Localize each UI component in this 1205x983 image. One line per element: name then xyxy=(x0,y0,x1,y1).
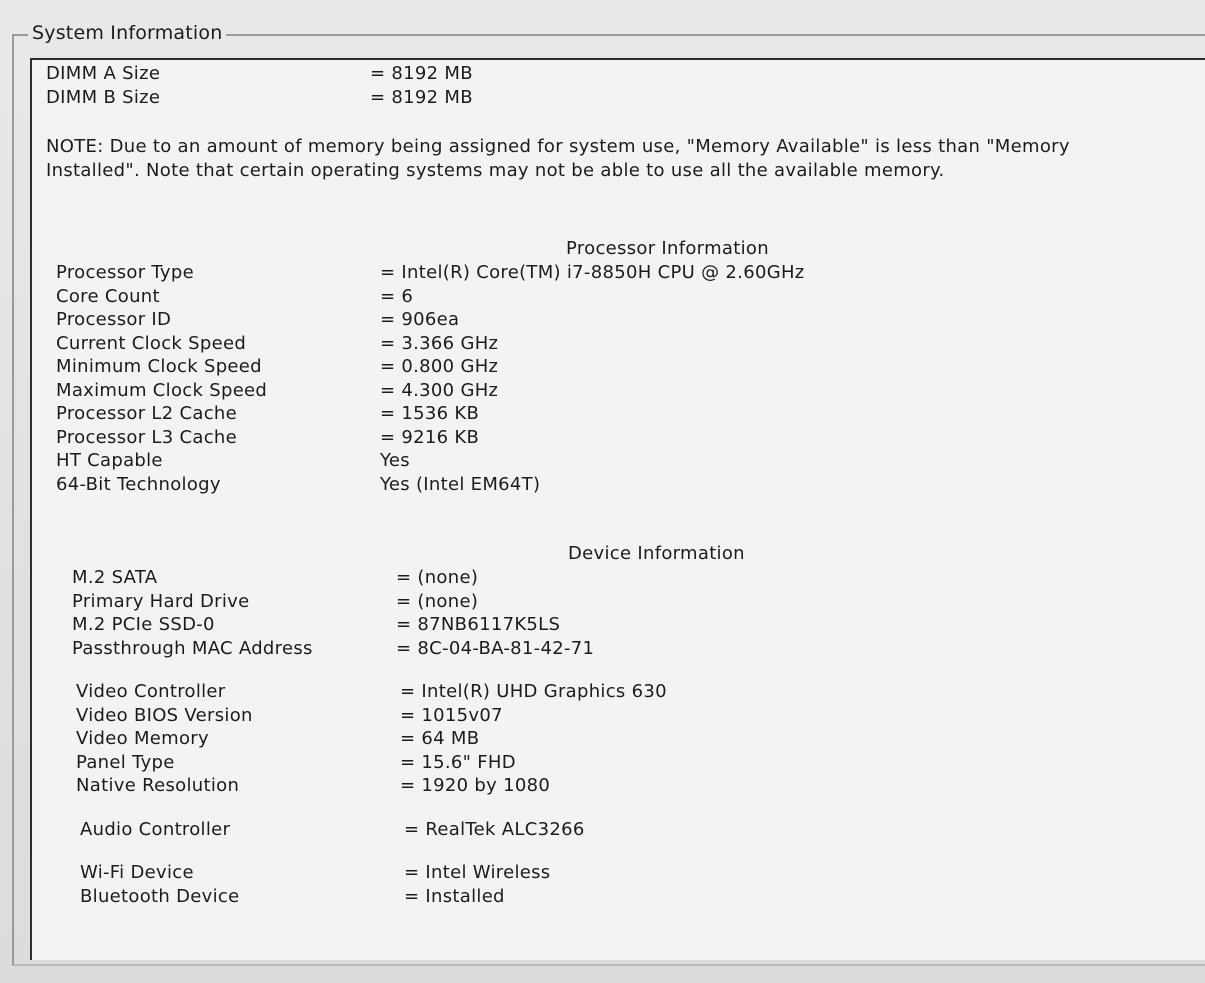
info-value: = 906ea xyxy=(380,309,460,330)
info-label: Video BIOS Version xyxy=(76,704,253,726)
info-value: = 64 MB xyxy=(400,728,480,749)
video-row xyxy=(76,751,1186,775)
processor-row xyxy=(56,308,1186,332)
info-label: Panel Type xyxy=(76,751,175,773)
info-label: DIMM B Size xyxy=(46,86,161,108)
video-row xyxy=(76,774,1186,798)
processor-row xyxy=(56,426,1186,450)
video-section xyxy=(46,680,1186,798)
memory-row xyxy=(46,62,1186,86)
info-value: = (none) xyxy=(396,567,479,588)
info-label: Wi-Fi Device xyxy=(80,862,194,883)
processor-row xyxy=(56,261,1186,285)
info-value: = 3.366 GHz xyxy=(380,332,499,354)
info-label: Maximum Clock Speed xyxy=(56,379,268,401)
memory-row xyxy=(46,86,1186,110)
processor-information-title: Processor Information xyxy=(566,238,769,259)
video-row xyxy=(76,704,1186,728)
info-value: = Intel(R) UHD Graphics 630 xyxy=(400,681,667,702)
wireless-row xyxy=(80,885,1186,909)
storage-row xyxy=(72,590,1186,614)
processor-row xyxy=(56,285,1186,309)
memory-note: NOTE: Due to an amount of memory being assigned for system use, "Memory Available" is less than "Memory Installed". Note that certain operating systems may not be able to use all the available memory. xyxy=(46,136,1070,181)
info-label: Processor L3 Cache xyxy=(56,426,237,448)
info-value: = 1015v07 xyxy=(400,704,503,726)
wireless-row xyxy=(80,861,1186,885)
storage-section xyxy=(46,566,1186,660)
info-label: HT Capable xyxy=(56,450,163,471)
storage-row xyxy=(72,637,1186,661)
info-value: = 87NB6117K5LS xyxy=(396,614,561,635)
info-label: Native Resolution xyxy=(76,775,240,796)
info-label: Core Count xyxy=(56,285,160,307)
info-value: = 1536 KB xyxy=(380,403,480,424)
info-value: = Installed xyxy=(404,885,505,907)
info-value: = 0.800 GHz xyxy=(380,356,499,377)
processor-information-heading xyxy=(46,237,1186,261)
memory-section xyxy=(46,62,1186,109)
info-value: = Intel Wireless xyxy=(404,862,551,883)
device-information-title: Device Information xyxy=(568,543,745,564)
processor-section xyxy=(46,261,1186,496)
system-information-legend: System Information xyxy=(28,22,226,44)
info-label: Processor Type xyxy=(56,262,194,283)
info-label: Video Memory xyxy=(76,728,209,749)
info-label: Current Clock Speed xyxy=(56,332,247,354)
info-value: = Intel(R) Core(TM) i7-8850H CPU @ 2.60GHz xyxy=(380,262,805,283)
info-label: Minimum Clock Speed xyxy=(56,356,262,377)
info-value: = 4.300 GHz xyxy=(380,379,499,401)
video-row xyxy=(76,680,1186,704)
audio-section xyxy=(46,818,1186,842)
info-label: Audio Controller xyxy=(80,818,231,840)
info-value: = 1920 by 1080 xyxy=(400,775,551,796)
storage-row xyxy=(72,566,1186,590)
info-value: Yes xyxy=(380,450,410,471)
storage-row xyxy=(72,613,1186,637)
info-label: M.2 PCIe SSD-0 xyxy=(72,614,215,635)
processor-row xyxy=(56,332,1186,356)
info-value: = 15.6" FHD xyxy=(400,751,516,773)
processor-row xyxy=(56,449,1186,473)
processor-row xyxy=(56,379,1186,403)
info-label: Processor L2 Cache xyxy=(56,403,237,424)
system-information-content xyxy=(46,62,1186,908)
audio-row xyxy=(80,818,1186,842)
wireless-section xyxy=(46,861,1186,908)
info-value: = 6 xyxy=(380,285,414,307)
info-value: = RealTek ALC3266 xyxy=(404,818,585,840)
info-value: = 8C-04-BA-81-42-71 xyxy=(396,637,595,659)
processor-row xyxy=(56,473,1186,497)
processor-row xyxy=(56,355,1186,379)
processor-row xyxy=(56,402,1186,426)
info-value: Yes (Intel EM64T) xyxy=(380,473,541,495)
info-label: Primary Hard Drive xyxy=(72,590,250,612)
info-value: = 8192 MB xyxy=(370,86,473,108)
info-label: Processor ID xyxy=(56,309,172,330)
info-label: 64-Bit Technology xyxy=(56,473,221,495)
info-label: M.2 SATA xyxy=(72,567,158,588)
info-value: = (none) xyxy=(396,590,479,612)
info-label: Video Controller xyxy=(76,681,226,702)
info-label: Bluetooth Device xyxy=(80,885,240,907)
device-information-heading xyxy=(46,542,1186,566)
info-value: = 8192 MB xyxy=(370,63,473,84)
info-value: = 9216 KB xyxy=(380,426,480,448)
info-label: Passthrough MAC Address xyxy=(72,637,313,659)
video-row xyxy=(76,727,1186,751)
info-label: DIMM A Size xyxy=(46,63,161,84)
